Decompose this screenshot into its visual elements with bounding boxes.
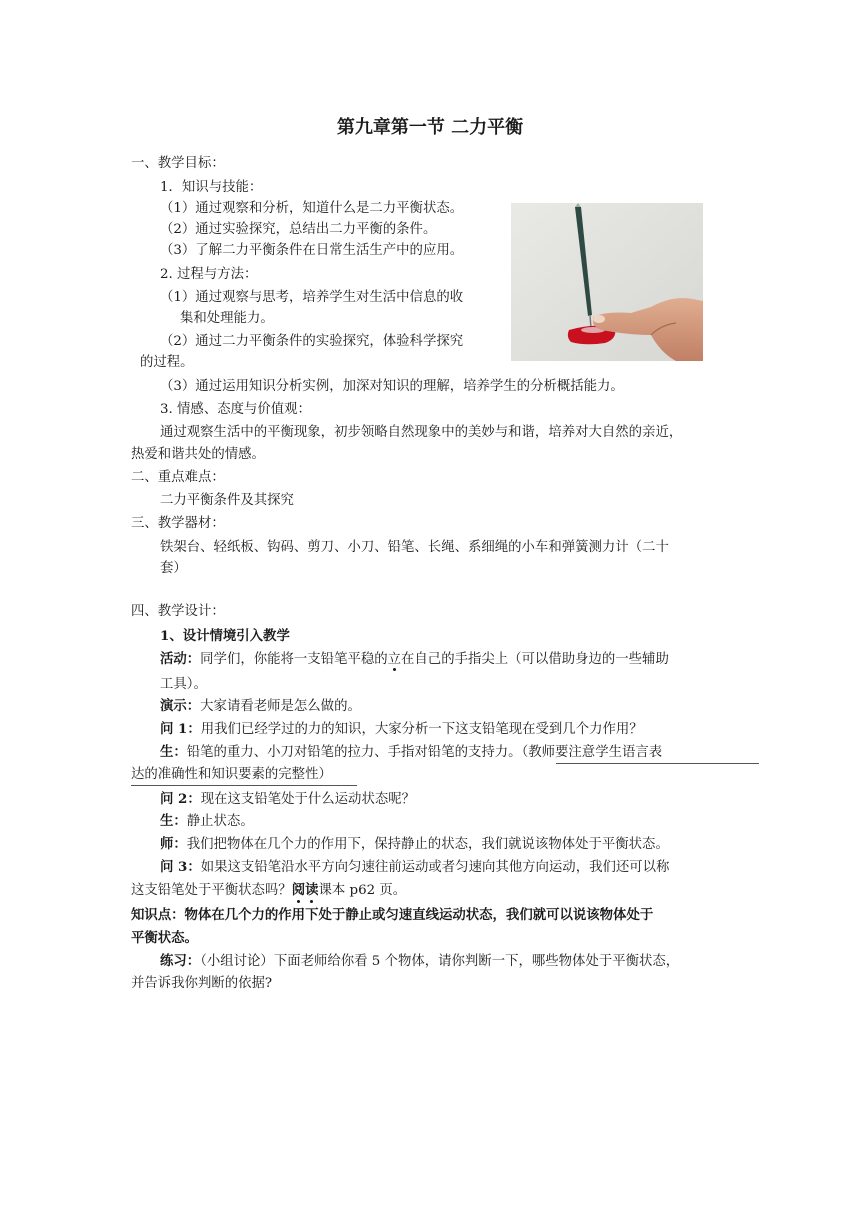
goal-text: （3）了解二力平衡条件在日常生活生产中的应用。 [160,243,464,258]
question-label: 问 3： [160,859,201,875]
activity-continuation: 工具）。 [160,677,207,692]
goal-process-heading: 2. 过程与方法： [160,267,258,282]
goal-text: 集和处理能力。 [180,311,274,326]
student-answer-2: 生：静止状态。 [160,813,254,829]
equipment-text: 铁架台、轻纸板、钩码、剪刀、小刀、铅笔、长绳、系细绳的小车和弹簧测力计（二十 [160,540,669,555]
pencil-balance-illustration [511,203,703,361]
knowledge-point: 知识点：物体在几个力的作用下处于静止或匀速直线运动状态，我们就可以说该物体处于 [131,907,654,923]
goal-text: （3）通过运用知识分析实例，加深对知识的理解，培养学生的分析概括能力。 [160,379,624,394]
section-heading-equipment: 三、教学器材： [131,516,225,531]
student-answer-1-continuation: 达的准确性和知识要素的完整性） [131,767,332,782]
teacher-statement: 师：我们把物体在几个力的作用下，保持静止的状态，我们就说该物体处于平衡状态。 [160,836,669,852]
annotation-underline [131,785,357,786]
question-1: 问 1：用我们已经学过的力的知识，大家分析一下这支铅笔现在受到几个力作用？ [160,721,643,737]
section-heading-design: 四、教学设计： [131,604,225,619]
question-label: 问 1： [160,721,201,737]
exercise-label: 练习： [160,953,201,969]
goal-text: （1）通过观察和分析，知道什么是二力平衡状态。 [160,201,464,216]
emphasis-dot-char: 立 [387,652,402,667]
goal-text: （2）通过二力平衡条件的实验探究，体验科学探究 [160,334,464,349]
section-heading-key-points: 二、重点难点： [131,470,225,485]
emphasis-dot-char: 读 [305,882,319,898]
goal-text: （1）通过观察与思考，培养学生对生活中信息的收 [160,290,464,305]
goal-knowledge-heading: 1．知识与技能： [160,180,263,195]
emphasis-dot-char: 阅 [291,882,306,898]
student-label: 生： [160,744,187,760]
demo-paragraph: 演示：大家请看老师是怎么做的。 [160,698,361,714]
teacher-label: 师： [160,836,187,852]
design-subheading: 1、设计情境引入教学 [160,628,290,644]
exercise-continuation: 并告诉我你判断的依据? [131,976,273,991]
key-points-text: 二力平衡条件及其探究 [160,493,294,508]
question-3-continuation: 这支铅笔处于平衡状态吗？阅读课本 p62 页。 [131,882,407,898]
section-heading-objectives: 一、教学目标： [131,156,225,171]
annotation-underline [556,763,759,764]
question-3: 问 3：如果这支铅笔沿水平方向匀速往前运动或者匀速向其他方向运动，我们还可以称 [160,859,670,875]
goal-text: 通过观察生活中的平衡现象，初步领略自然现象中的美妙与和谐，培养对大自然的亲近， [160,425,683,440]
pencil-balance-photo [511,203,703,361]
goal-text: 的过程。 [140,355,194,370]
page-title: 第九章第一节 二力平衡 [336,117,524,138]
question-2: 问 2：现在这支铅笔处于什么运动状态呢？ [160,791,416,807]
student-label: 生： [160,813,187,829]
goal-text: （2）通过实验探究，总结出二力平衡的条件。 [160,222,437,237]
activity-paragraph: 活动：同学们，你能将一支铅笔平稳的立在自己的手指尖上（可以借助身边的一些辅助 [160,651,669,667]
activity-label: 活动： [160,651,201,667]
goal-text: 热爱和谐共处的情感。 [131,447,265,462]
exercise-paragraph: 练习：（小组讨论）下面老师给你看 5 个物体，请你判断一下，哪些物体处于平衡状态， [160,953,680,969]
goal-attitude-heading: 3. 情感、态度与价值观： [160,402,311,417]
knowledge-point-continuation: 平衡状态。 [131,930,198,946]
equipment-text: 套） [160,561,187,576]
demo-label: 演示： [160,698,201,714]
student-answer-1: 生：铅笔的重力、小刀对铅笔的拉力、手指对铅笔的支持力。（教师要注意学生语言表 [160,744,663,760]
question-label: 问 2： [160,791,201,807]
